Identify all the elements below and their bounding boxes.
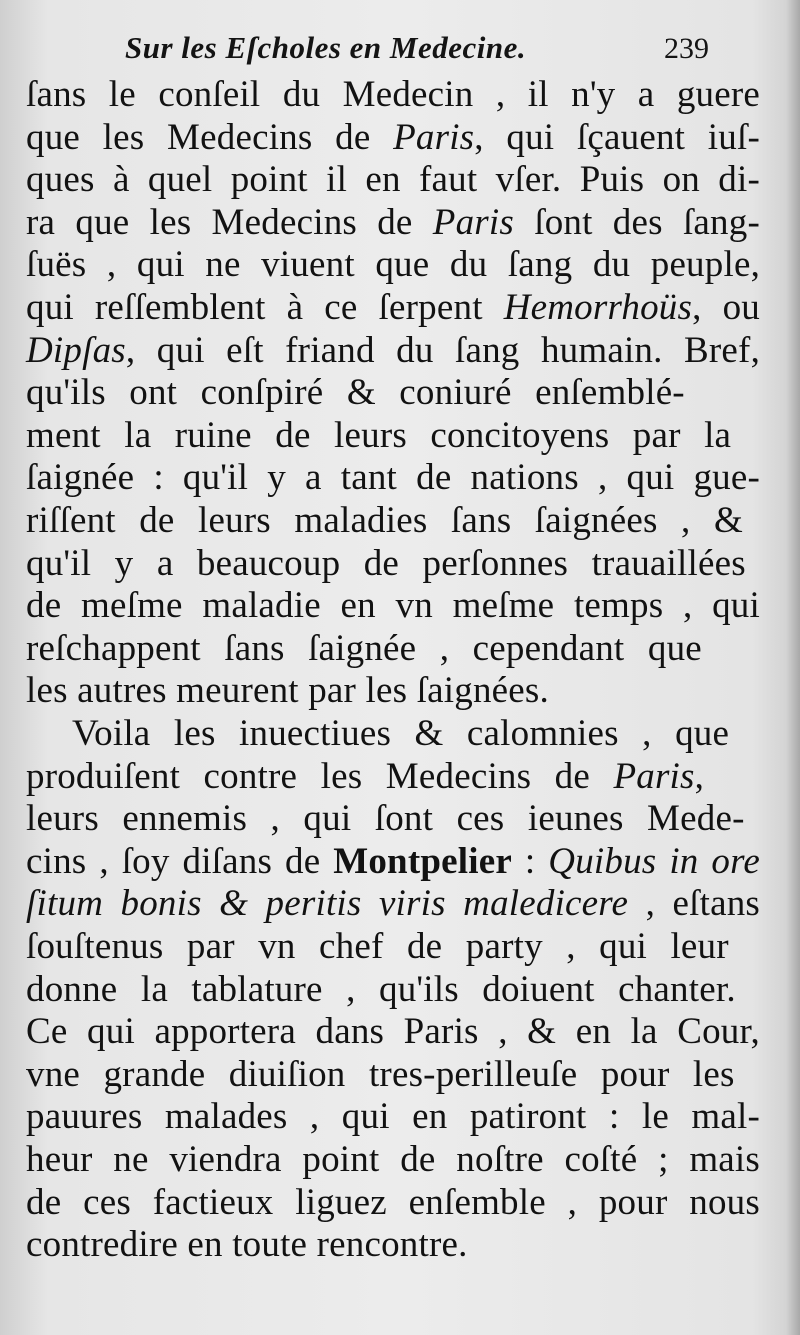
text-line	[26, 756, 704, 798]
text-run: :	[511, 841, 549, 882]
text-line	[26, 543, 746, 585]
text-run: Montpelier	[333, 841, 512, 882]
text-line	[26, 628, 702, 670]
text-run: ſont des ſang-	[513, 202, 760, 243]
text-line	[26, 287, 760, 329]
text-line	[26, 670, 549, 712]
text-line	[26, 1011, 760, 1053]
text-run: reſchappent ſans ſaignée , cependant que	[26, 628, 702, 669]
text-line	[26, 244, 760, 286]
text-line	[26, 1182, 760, 1224]
text-line	[26, 117, 760, 159]
text-run: que les Medecins de	[26, 117, 394, 158]
text-run: qu'il y a beaucoup de perſonnes trauaillées	[26, 543, 746, 584]
text-line	[26, 202, 760, 244]
text-run: leurs ennemis , qui ſont ces ieunes Mede-	[26, 798, 745, 839]
text-run: , eſtans	[628, 883, 760, 924]
text-line	[26, 883, 760, 925]
text-line	[26, 1054, 735, 1096]
text-run: ment la ruine de leurs concitoyens par la	[26, 415, 732, 456]
text-run: heur ne viendra point de noſtre coſté ; mais	[26, 1139, 761, 1180]
text-line	[26, 926, 729, 968]
running-head-title: Sur les Eſcholes en Medecine.	[125, 30, 527, 65]
text-run: Paris	[393, 117, 475, 158]
text-run: , qui ſçauent iuſ-	[474, 117, 760, 158]
text-line	[26, 415, 731, 457]
text-run: contredire en toute rencontre.	[26, 1224, 468, 1265]
text-line	[26, 798, 745, 840]
text-run: riſſent de leurs maladies ſans ſaignées , &	[26, 500, 743, 541]
text-line	[26, 969, 736, 1011]
text-line	[26, 1139, 760, 1181]
text-line	[26, 74, 760, 116]
text-line	[26, 330, 760, 372]
text-run: ſitum bonis & peritis viris maledicere	[26, 883, 629, 924]
text-run: Hemorrhoüs	[503, 287, 693, 328]
text-line	[26, 1224, 468, 1266]
text-run: , ou	[692, 287, 761, 328]
text-run: ſouſtenus par vn chef de party , qui leur	[26, 926, 729, 967]
text-line	[26, 159, 760, 201]
text-run: Ce qui apportera dans Paris , & en la Cour,	[26, 1011, 760, 1052]
text-run: donne la tablature , qu'ils doiuent chanter.	[26, 969, 736, 1010]
text-run: ,	[694, 756, 705, 797]
text-line	[26, 500, 743, 542]
text-run: vne grande diuiſion tres-perilleuſe pour les	[26, 1054, 735, 1095]
text-run: ſans le conſeil du Medecin , il n'y a guere	[26, 74, 760, 115]
page-number: 239	[664, 32, 709, 65]
text-run: cins , ſoy diſans de	[26, 841, 334, 882]
text-run: produiſent contre les Medecins de	[26, 756, 614, 797]
text-line	[26, 841, 760, 883]
text-run: qui reſſemblent à ce ſerpent	[26, 287, 504, 328]
running-head	[0, 30, 800, 70]
text-run: ſaignée : qu'il y a tant de nations , qui gue-	[26, 457, 761, 498]
text-run: ſuës , qui ne viuent que du ſang du peuple,	[26, 244, 761, 285]
text-line	[26, 1096, 760, 1138]
text-line	[72, 713, 729, 755]
text-run: Paris	[613, 756, 695, 797]
text-run: de meſme maladie en vn meſme temps , qui	[26, 585, 760, 626]
text-line	[26, 585, 760, 627]
text-run: Paris	[432, 202, 514, 243]
text-run: pauures malades , qui en patiront : le mal-	[26, 1096, 760, 1137]
text-run: ques à quel point il en faut vſer. Puis on di-	[26, 159, 760, 200]
text-run: , qui eſt friand du ſang humain. Bref,	[125, 330, 761, 371]
text-run: les autres meurent par les ſaignées.	[26, 670, 549, 711]
text-run: Dipſas	[26, 330, 126, 371]
text-run: ra que les Medecins de	[26, 202, 433, 243]
text-run: de ces factieux liguez enſemble , pour nous	[26, 1182, 760, 1223]
text-run: qu'ils ont conſpiré & coniuré enſemblé-	[26, 372, 685, 413]
text-line	[26, 372, 685, 414]
text-run: Quibus in ore	[548, 841, 760, 882]
text-line	[26, 457, 760, 499]
text-run: Voila les inuectiues & calomnies , que	[72, 713, 730, 754]
